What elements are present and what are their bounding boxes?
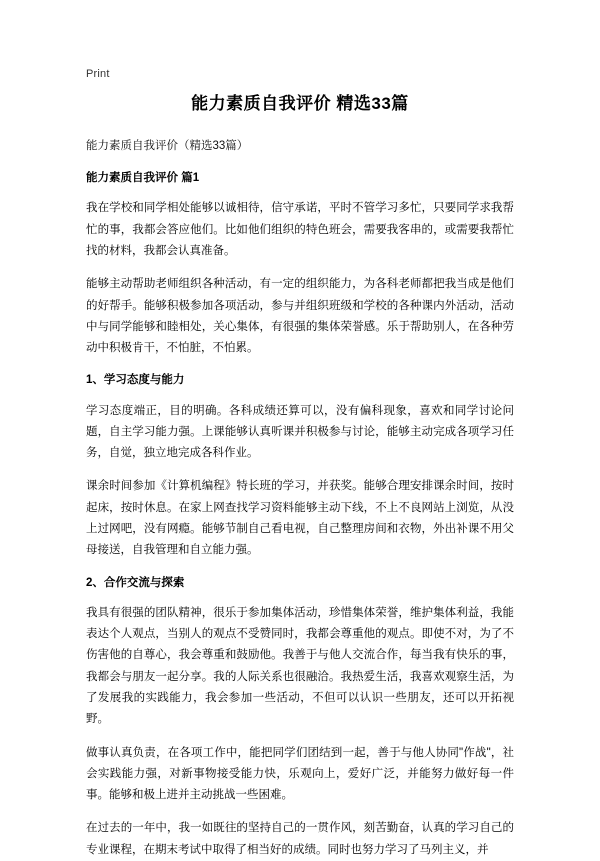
- paragraph: 课余时间参加《计算机编程》特长班的学习，并获奖。能够合理安排课余时间，按时起床，按时休息。在家上网查找学习资料能够主动下线，不上不良网站上浏览，从没上过网吧，没有网瘾。能够节制自己看电视，自己整理房间和衣物，外出补课不用父母接送，自我管理和自立能力强。: [86, 480, 514, 557]
- section-heading: 能力素质自我评价 篇1: [86, 172, 200, 185]
- section-heading: 2、合作交流与探索: [86, 576, 185, 589]
- paragraph: 在过去的一年中，我一如既往的坚持自己的一贯作风，刻苦勤奋，认真的学习自己的专业课程，在期末考试中取得了相当好的成绩。同时也努力学习了马列主义，并: [86, 822, 514, 856]
- print-label[interactable]: Print: [86, 68, 110, 80]
- page-title: 能力素质自我评价 精选33篇: [191, 94, 409, 113]
- section-heading: 1、学习态度与能力: [86, 374, 185, 387]
- paragraph: 我具有很强的团队精神，很乐于参加集体活动，珍惜集体荣誉，维护集体利益，我能表达个人观点，当别人的观点不受赞同时，我都会尊重他的观点。即使不对，为了不伤害他的自尊心，我会尊重和鼓励他。我善于与他人交流合作，每当我有快乐的事，我都会与朋友一起分享。我的人际关系也很融洽。我热爱生活，我喜欢观察生活，为了发展我的实践能力，我会参加一些活动，不但可以认识一些朋友，还可以开拓视野。: [86, 606, 514, 726]
- paragraph: 能够主动帮助老师组织各种活动，有一定的组织能力，为各科老师都把我当成是他们的好帮手。能够积极参加各项活动，参与并组织班级和学校的各种课内外活动，活动中与同学能够和睦相处，关心集体，有很强的集体荣誉感。乐于帮助别人，在各种劳动中积极肯干，不怕脏，不怕累。: [86, 278, 514, 355]
- document-body: [86, 169, 514, 861]
- paragraph: 做事认真负责，在各项工作中，能把同学们团结到一起，善于与他人协同"作战"，社会实践能力强，对新事物接受能力快，乐观向上，爱好广泛，并能努力做好每一件事。能够和极上进并主动挑战一些困难。: [86, 746, 514, 802]
- document-content: [86, 92, 514, 861]
- paragraph: 学习态度端正，目的明确。各科成绩还算可以，没有偏科现象，喜欢和同学讨论问题，自主学习能力强。上课能够认真听课并积极参与讨论，能够主动完成各项学习任务，自觉，独立地完成各科作业。: [86, 404, 514, 460]
- document-subtitle: 能力素质自我评价（精选33篇）: [86, 139, 249, 152]
- paragraph: 我在学校和同学相处能够以诚相待，信守承诺，平时不管学习多忙，只要同学求我帮忙的事，我都会答应他们。比如他们组织的特色班会，需要我客串的，或需要我帮忙找的材料，我都会认真准备。: [86, 202, 514, 257]
